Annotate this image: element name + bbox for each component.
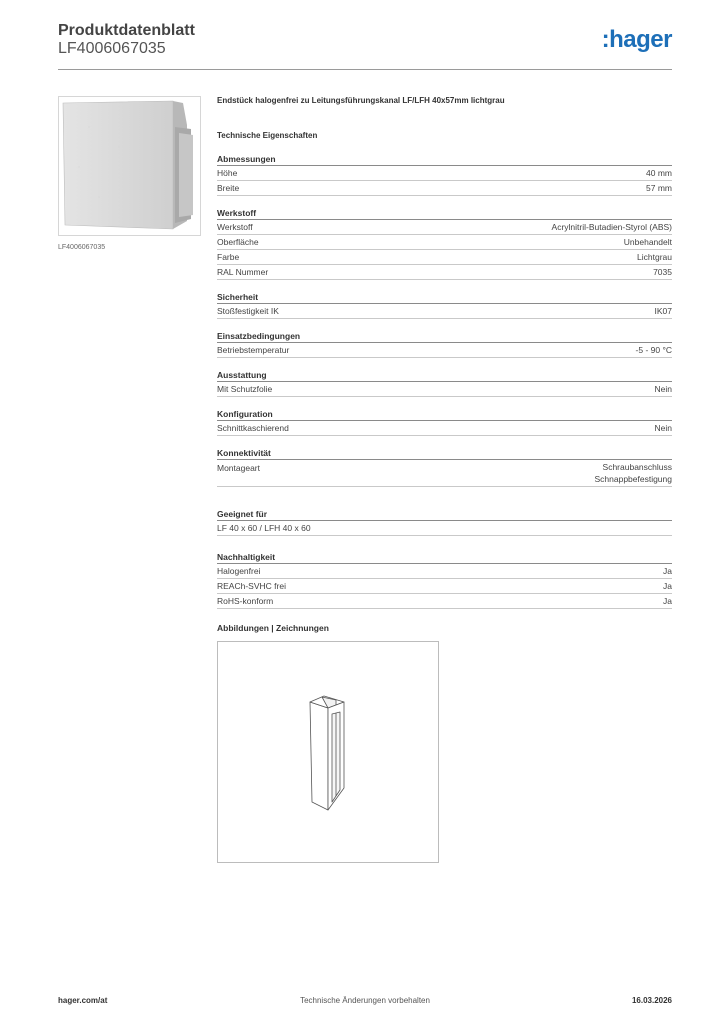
spec-label: Werkstoff	[217, 222, 253, 232]
spec-value: -5 - 90 °C	[635, 345, 672, 355]
spec-label: Höhe	[217, 168, 238, 178]
page-title: Produktdatenblatt	[58, 22, 195, 39]
spec-row	[217, 421, 672, 436]
drawing-frame	[217, 641, 439, 863]
spec-row	[217, 181, 672, 196]
technical-drawing	[218, 642, 438, 862]
tech-properties-heading: Technische Eigenschaften	[217, 131, 318, 140]
spec-value: Ja	[663, 566, 672, 576]
product-photo	[59, 97, 200, 235]
spec-label: RAL Nummer	[217, 267, 269, 277]
section-werkstoff	[217, 206, 672, 280]
spec-row	[217, 564, 672, 579]
article-number: LF4006067035	[58, 40, 166, 57]
spec-row	[217, 382, 672, 397]
product-image	[58, 96, 201, 236]
page-header	[58, 20, 672, 70]
section-sicherheit	[217, 290, 672, 319]
spec-value-line: Schraubanschluss	[602, 462, 672, 472]
spec-label: LF 40 x 60 / LFH 40 x 60	[217, 523, 311, 533]
spec-row	[217, 250, 672, 265]
spec-label: Breite	[217, 183, 240, 193]
footer-website-link[interactable]: hager.com/at	[58, 996, 108, 1005]
section-title: Ausstattung	[217, 368, 672, 382]
spec-label: Schnittkaschierend	[217, 423, 289, 433]
spec-value: Unbehandelt	[623, 237, 672, 247]
spec-row	[217, 265, 672, 280]
spec-value: Ja	[663, 581, 672, 591]
spec-row	[217, 235, 672, 250]
specs-column	[217, 96, 672, 863]
section-title: Konnektivität	[217, 446, 672, 460]
spec-row	[217, 579, 672, 594]
section-einsatzbedingungen	[217, 329, 672, 358]
spec-row	[217, 594, 672, 609]
spec-value: Lichtgrau	[637, 252, 672, 262]
spec-value-line: Schnappbefestigung	[594, 474, 672, 484]
section-geeignet	[217, 507, 672, 536]
spec-label: Halogenfrei	[217, 566, 261, 576]
product-image-column	[58, 96, 201, 251]
spec-label: Mit Schutzfolie	[217, 384, 273, 394]
spec-row	[217, 166, 672, 181]
spec-value: Acrylnitril-Butadien-Styrol (ABS)	[551, 222, 672, 232]
spec-row	[217, 304, 672, 319]
spec-row	[217, 220, 672, 235]
section-title: Einsatzbedingungen	[217, 329, 672, 343]
spec-label: RoHS-konform	[217, 596, 274, 606]
section-konfiguration	[217, 407, 672, 436]
spec-value: 57 mm	[646, 183, 672, 193]
spec-label: Farbe	[217, 252, 240, 262]
section-konnektivitaet	[217, 446, 672, 487]
spec-value: Ja	[663, 596, 672, 606]
hager-logo: :hager	[601, 26, 672, 53]
spec-row	[217, 521, 672, 536]
section-title: Werkstoff	[217, 206, 672, 220]
spec-value: 7035	[653, 267, 672, 277]
product-image-caption: LF4006067035	[58, 244, 106, 251]
section-title: Geeignet für	[217, 507, 672, 521]
spec-label: Oberfläche	[217, 237, 259, 247]
section-title: Konfiguration	[217, 407, 672, 421]
drawings-heading: Abbildungen | Zeichnungen	[217, 623, 329, 633]
section-title: Nachhaltigkeit	[217, 550, 672, 564]
spec-value: IK07	[654, 306, 672, 316]
section-title: Abmessungen	[217, 152, 672, 166]
spec-value: Nein	[654, 384, 672, 394]
spec-row	[217, 460, 672, 487]
spec-value: 40 mm	[646, 168, 672, 178]
spec-label: Betriebstemperatur	[217, 345, 290, 355]
section-nachhaltigkeit	[217, 550, 672, 609]
section-ausstattung	[217, 368, 672, 397]
spec-value	[594, 461, 672, 485]
spec-label: REACh-SVHC frei	[217, 581, 286, 591]
spec-row	[217, 343, 672, 358]
product-description: Endstück halogenfrei zu Leitungsführungskanal LF/LFH 40x57mm lichtgrau	[217, 96, 505, 105]
spec-value: Nein	[654, 423, 672, 433]
spec-label: Montageart	[217, 463, 260, 473]
section-abmessungen	[217, 152, 672, 196]
section-title: Sicherheit	[217, 290, 672, 304]
spec-label: Stoßfestigkeit IK	[217, 306, 279, 316]
footer-note: Technische Änderungen vorbehalten	[300, 996, 430, 1005]
footer-date: 16.03.2026	[631, 996, 672, 1005]
